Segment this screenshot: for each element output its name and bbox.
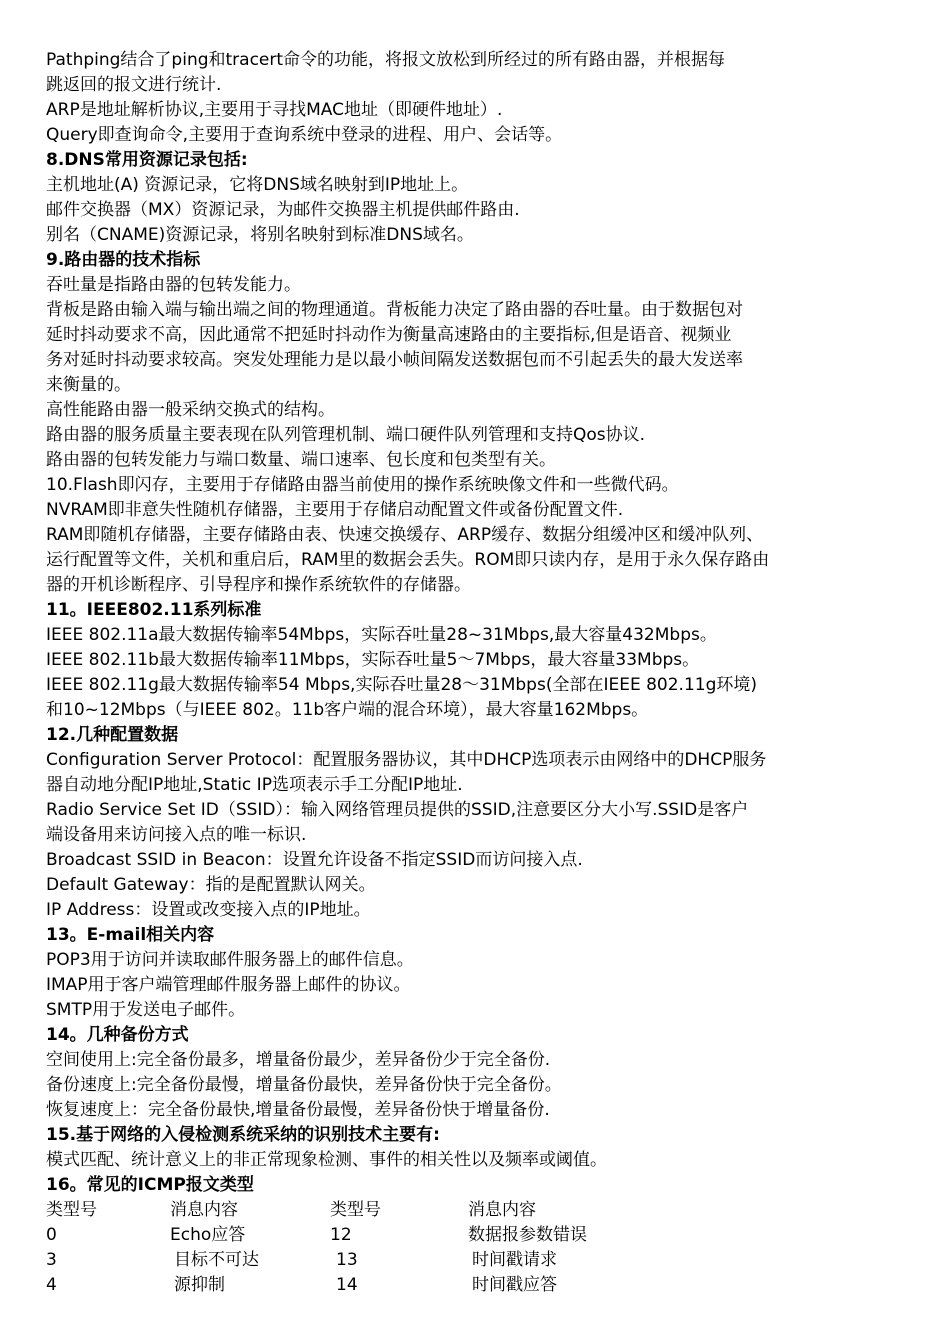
text-line: 来衡量的。 — [46, 375, 131, 395]
text-line: 模式匹配、统计意义上的非正常现象检测、事件的相关性以及频率或阈值。 — [46, 1150, 607, 1170]
text-line: 务对延时抖动要求较高。突发处理能力是以最小帧间隔发送数据包而不引起丢失的最大发送率 — [46, 350, 743, 370]
text-line: 吞吐量是指路由器的包转发能力。 — [46, 275, 301, 295]
text-line: Broadcast SSID in Beacon：设置允许设备不指定SSID而访问接入点. — [46, 850, 583, 870]
section-heading: 14。几种备份方式 — [46, 1025, 189, 1045]
text-line: IMAP用于客户端管理邮件服务器上邮件的协议。 — [46, 975, 411, 995]
icmp-type-cell: 0 — [46, 1225, 57, 1245]
text-line: 和10~12Mbps（与IEEE 802。11b客户端的混合环境），最大容量162Mbps。 — [46, 700, 649, 720]
section-heading: 13。E-mail相关内容 — [46, 925, 215, 945]
section-heading: 15.基于网络的入侵检测系统采纳的识别技术主要有: — [46, 1125, 440, 1145]
icmp-type-cell: 13 — [336, 1250, 358, 1270]
text-line: IEEE 802.11g最大数据传输率54 Mbps,实际吞吐量28～31Mbps(全部在IEEE 802.11g环境) — [46, 675, 758, 695]
icmp-type-cell: 4 — [46, 1275, 57, 1295]
icmp-type-cell: 3 — [46, 1250, 57, 1270]
text-line: Radio Service Set ID（SSID）：输入网络管理员提供的SSID,注意要区分大小写.SSID是客户 — [46, 800, 749, 820]
icmp-table-row — [46, 1223, 916, 1248]
text-line: 10.Flash即闪存，主要用于存储路由器当前使用的操作系统映像文件和一些微代码。 — [46, 475, 679, 495]
text-line: 器的开机诊断程序、引导程序和操作系统软件的存储器。 — [46, 575, 471, 595]
text-line: SMTP用于发送电子邮件。 — [46, 1000, 246, 1020]
text-line: 运行配置等文件，关机和重启后，RAM里的数据会丢失。ROM即只读内存，是用于永久保存路由 — [46, 550, 770, 570]
section-heading: 11。IEEE802.11系列标准 — [46, 600, 262, 620]
text-line: NVRAM即非意失性随机存储器，主要用于存储启动配置文件或备份配置文件. — [46, 500, 624, 520]
section-heading: 16。常见的ICMP报文类型 — [46, 1175, 254, 1195]
text-line: 主机地址(A) 资源记录，它将DNS域名映射到IP地址上。 — [46, 175, 469, 195]
text-line: 器自动地分配IP地址,Static IP选项表示手工分配IP地址. — [46, 775, 463, 795]
text-line: 高性能路由器一般采纳交换式的结构。 — [46, 400, 335, 420]
icmp-table-header — [46, 1198, 916, 1223]
text-line: 路由器的包转发能力与端口数量、端口速率、包长度和包类型有关。 — [46, 450, 556, 470]
text-line: 恢复速度上：完全备份最快,增量备份最慢，差异备份快于增量备份. — [46, 1100, 550, 1120]
section-heading: 8.DNS常用资源记录包括: — [46, 150, 248, 170]
text-line: Default Gateway：指的是配置默认网关。 — [46, 875, 376, 895]
text-line: 邮件交换器（MX）资源记录，为邮件交换器主机提供邮件路由. — [46, 200, 520, 220]
text-line: Configuration Server Protocol：配置服务器协议，其中DHCP选项表示由网络中的DHCP服务 — [46, 750, 767, 770]
icmp-message-cell: Echo应答 — [170, 1225, 246, 1245]
icmp-table-row — [46, 1273, 916, 1298]
section-heading: 9.路由器的技术指标 — [46, 250, 201, 270]
text-line: 延时抖动要求不高，因此通常不把延时抖动作为衡量高速路由的主要指标,但是语音、视频业 — [46, 325, 732, 345]
text-line: IEEE 802.11a最大数据传输率54Mbps，实际吞吐量28~31Mbps,最大容量432Mbps。 — [46, 625, 717, 645]
icmp-header-message-1: 消息内容 — [170, 1200, 238, 1220]
text-line: 备份速度上:完全备份最慢，增量备份最快，差异备份快于完全备份。 — [46, 1075, 562, 1095]
icmp-message-cell: 数据报参数错误 — [468, 1225, 587, 1245]
text-line: 端设备用来访问接入点的唯一标识. — [46, 825, 307, 845]
text-line: 别名（CNAME)资源记录，将别名映射到标准DNS域名。 — [46, 225, 474, 245]
icmp-type-cell: 12 — [330, 1225, 352, 1245]
icmp-message-cell: 时间戳应答 — [472, 1275, 557, 1295]
document-body — [46, 48, 916, 1198]
text-line: RAM即随机存储器，主要存储路由表、快速交换缓存、ARP缓存、数据分组缓冲区和缓冲队列、 — [46, 525, 764, 545]
text-line: POP3用于访问并读取邮件服务器上的邮件信息。 — [46, 950, 414, 970]
text-line: 路由器的服务质量主要表现在队列管理机制、端口硬件队列管理和支持Qos协议. — [46, 425, 646, 445]
icmp-header-message-2: 消息内容 — [468, 1200, 536, 1220]
icmp-header-type-2: 类型号 — [330, 1200, 381, 1220]
text-line: Query即查询命令,主要用于查询系统中登录的进程、用户、会话等。 — [46, 125, 563, 145]
text-line: 空间使用上:完全备份最多，增量备份最少，差异备份少于完全备份. — [46, 1050, 551, 1070]
icmp-message-cell: 时间戳请求 — [472, 1250, 557, 1270]
text-line: 背板是路由输入端与输出端之间的物理通道。背板能力决定了路由器的吞吐量。由于数据包对 — [46, 300, 743, 320]
icmp-header-type-1: 类型号 — [46, 1200, 97, 1220]
icmp-type-cell: 14 — [336, 1275, 358, 1295]
text-line: 跳返回的报文进行统计. — [46, 75, 222, 95]
icmp-message-cell: 源抑制 — [174, 1275, 225, 1295]
icmp-type-table — [46, 1198, 916, 1298]
text-line: Pathping结合了ping和tracert命令的功能，将报文放松到所经过的所有路由器，并根据每 — [46, 50, 726, 70]
section-heading: 12.几种配置数据 — [46, 725, 179, 745]
document-page — [46, 48, 916, 1298]
icmp-message-cell: 目标不可达 — [174, 1250, 259, 1270]
icmp-table-row — [46, 1248, 916, 1273]
text-line: IP Address：设置或改变接入点的IP地址。 — [46, 900, 371, 920]
text-line: IEEE 802.11b最大数据传输率11Mbps，实际吞吐量5～7Mbps，最大容量33Mbps。 — [46, 650, 700, 670]
text-line: ARP是地址解析协议,主要用于寻找MAC地址（即硬件地址）. — [46, 100, 503, 120]
